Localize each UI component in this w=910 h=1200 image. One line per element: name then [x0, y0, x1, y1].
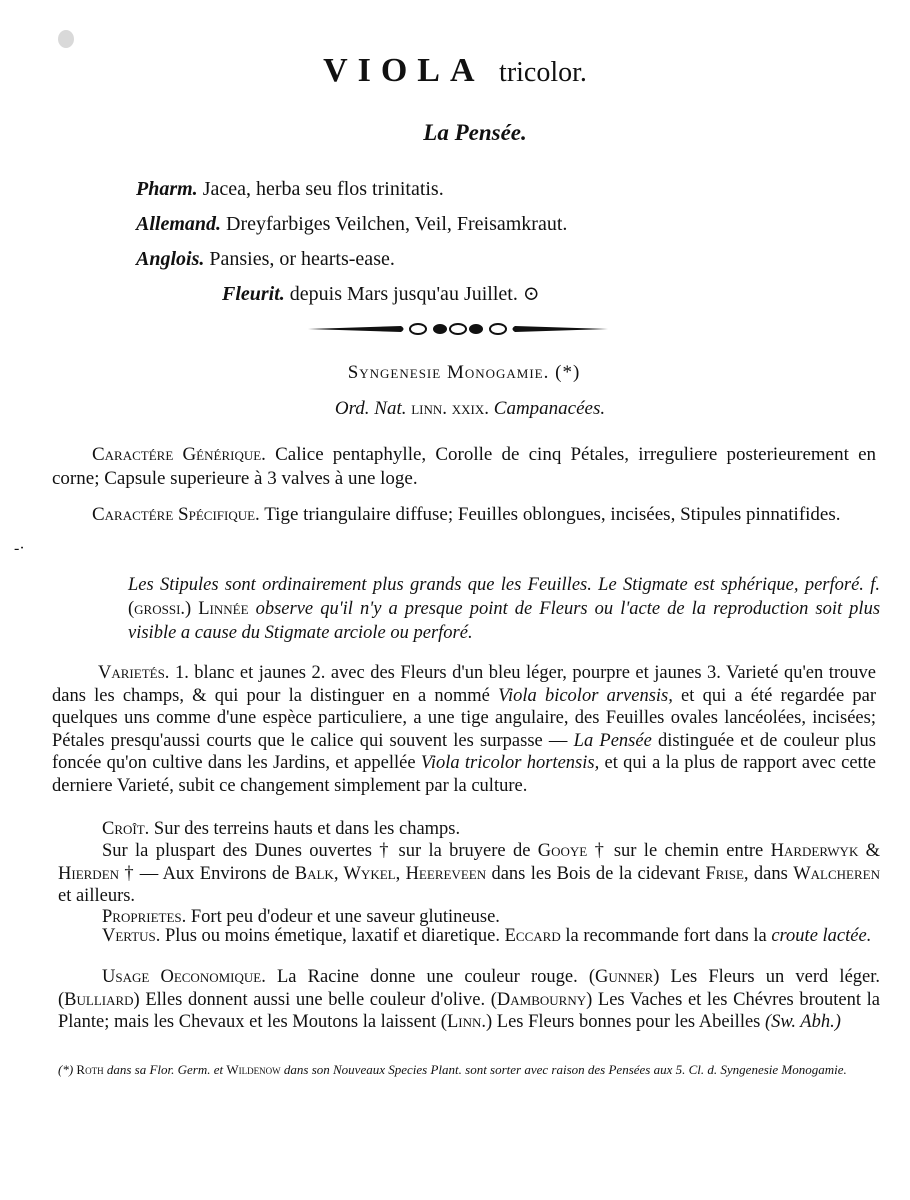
vernacular-names	[136, 172, 836, 312]
habitat-text: Sur des terreins hauts et dans les champs.	[153, 819, 461, 839]
specific-character	[52, 503, 876, 527]
usage-text: La Racine donne une couleur rouge.	[276, 967, 578, 987]
stipule-note	[128, 573, 880, 645]
name-row-pharm	[136, 172, 836, 207]
virtues-label: Vertus.	[102, 926, 161, 946]
generic-label: Caractére Générique.	[92, 444, 266, 465]
title-species: tricolor.	[499, 57, 587, 88]
properties-label: Proprietes.	[102, 907, 187, 927]
virtues-text: la recommande fort dans la	[565, 926, 767, 946]
author-name: (Dambourny)	[490, 989, 593, 1010]
note-linnee: Linnée	[198, 599, 249, 619]
usage-text: Les Fleurs un verd léger.	[670, 967, 881, 987]
author-name: (Linn.)	[440, 1012, 493, 1033]
name-label: Pharm.	[136, 178, 198, 200]
varieties-text: distinguée et de couleur plus foncée qu'on cultive dans les Jardins, et appellée	[52, 730, 877, 774]
localities-text: et ailleurs.	[58, 886, 136, 907]
footnote-text: dans sa Flor. Germ. et	[106, 1062, 224, 1077]
ordnat-linn: linn. xxix.	[411, 398, 490, 419]
usage-text: Elles donnent aussi une belle couleur d'olive.	[145, 989, 486, 1010]
localities-text: † sur le chemin entre	[594, 841, 764, 861]
author-name: (Bulliard)	[58, 989, 140, 1010]
name-label: Anglois.	[136, 248, 205, 270]
localities-text: dans	[753, 863, 788, 884]
localities-paragraph	[58, 840, 880, 908]
author-name: (Gunner)	[588, 967, 660, 987]
place-name: Walcheren	[793, 863, 880, 884]
name-text: Pansies, or hearts-ease.	[209, 248, 395, 270]
virtues-italic: croute lactée.	[771, 926, 872, 946]
author-reference: (Sw. Abh.)	[765, 1012, 841, 1033]
economic-use-paragraph	[58, 966, 880, 1034]
note-text-2: observe qu'il n'y a presque point de Fleurs ou l'acte de la reproduction soit plus visible a cause du Stigmate arciole ou perforé.	[128, 599, 881, 643]
place-name: Frise,	[705, 863, 749, 884]
name-row-fleurit	[136, 277, 836, 312]
generic-character	[52, 443, 876, 491]
properties-text: Fort peu d'odeur et une saveur glutineuse.	[190, 907, 500, 927]
generic-text: Calice pentaphylle, Corolle de cinq Pétales, irreguliere posterieurement en corne; Capsule superieure à 3 valves à une loge.	[52, 444, 876, 489]
varieties-text: et qui a la plus de rapport avec cette derniere Varieté, subit ce changement simplement par la culture.	[52, 753, 877, 796]
varieties-latin: La Pensée	[573, 730, 652, 751]
ordnat-label: Ord. Nat.	[334, 398, 407, 419]
author-name: Wildenow	[226, 1062, 281, 1077]
localities-text: † — Aux Environs de	[124, 863, 290, 884]
name-text: depuis Mars jusqu'au Juillet. ⊙	[289, 283, 540, 305]
specific-label: Caractére Spécifique.	[92, 504, 260, 525]
localities-text: dans les Bois de la cidevant	[491, 863, 701, 884]
place-name: Harderwyk & Hierden	[58, 841, 881, 884]
varieties-latin: Viola tricolor hortensis,	[420, 753, 600, 774]
varieties-text: et qui a été regardée par quelques uns comme d'une espèce particuliere, a une tige angulaire, des Feuilles ovales lancéolées, incisées; Pétales presqu'aussi courts que le calice qui souvent les surpasse —	[52, 685, 877, 751]
page-title	[0, 52, 910, 90]
usage-text: Les Fleurs bonnes pour les Abeilles	[496, 1012, 761, 1033]
habitat-paragraph	[58, 818, 880, 841]
name-text: Jacea, herba seu flos trinitatis.	[202, 178, 444, 200]
habitat-label: Croît.	[102, 819, 150, 839]
varieties-paragraph	[52, 662, 876, 798]
note-text-1: Les Stipules sont ordinairement plus grands que les Feuilles. Le Stigmate est sphérique, perforé. f.	[128, 575, 880, 595]
economic-use-label: Usage Oeconomique.	[102, 967, 266, 987]
footnote-marker: (*)	[58, 1062, 74, 1077]
ordnat-family: Campanacées.	[493, 398, 606, 419]
footnote-text: dans son Nouveaux Species Plant. sont sorter avec raison des Pensées aux 5. Cl. d. Syngenesie Monogamie.	[283, 1062, 847, 1077]
common-name: La Pensée.	[423, 120, 527, 145]
author-name: Eccard	[504, 926, 561, 946]
ink-smudge	[58, 30, 74, 48]
specific-text: Tige triangulaire diffuse; Feuilles oblongues, incisées, Stipules pinnatifides.	[264, 504, 841, 525]
varieties-text: 1. blanc et jaunes 2. avec des Fleurs d'un bleu léger, pourpre et jaunes 3. Varieté qu'en trouve dans les champs, & qui pour la distinguer en a nommé	[52, 663, 877, 706]
name-row-anglois	[136, 242, 836, 277]
natural-order	[0, 398, 910, 420]
name-row-allemand	[136, 207, 836, 242]
name-label: Fleurit.	[222, 283, 285, 305]
place-name: Gooye	[537, 841, 588, 861]
margin-mark: ‐·	[14, 540, 25, 557]
title-genus: VIOLA	[323, 52, 485, 89]
varieties-latin: Viola bicolor arvensis,	[498, 685, 673, 706]
author-name: Roth	[76, 1062, 104, 1077]
linnaean-class: Syngenesie Monogamie. (*)	[347, 362, 581, 383]
varieties-label: Varietés.	[98, 663, 170, 683]
name-text: Dreyfarbiges Veilchen, Veil, Freisamkraut.	[226, 213, 568, 235]
place-name: Balk, Wykel, Heereveen	[294, 863, 487, 884]
footnote	[58, 1060, 878, 1079]
virtues-text: Plus ou moins émetique, laxatif et diaretique.	[165, 926, 500, 946]
name-label: Allemand.	[136, 213, 222, 235]
localities-text: Sur la pluspart des Dunes ouvertes † sur la bruyere de	[102, 841, 531, 861]
usage-text: Les Vaches et les Chévres broutent la Plante; mais les Chevaux et les Moutons la laissent	[58, 989, 881, 1033]
note-grossi: (grossi.)	[128, 599, 192, 619]
ornamental-rule	[306, 319, 610, 339]
virtues-paragraph	[58, 925, 880, 948]
